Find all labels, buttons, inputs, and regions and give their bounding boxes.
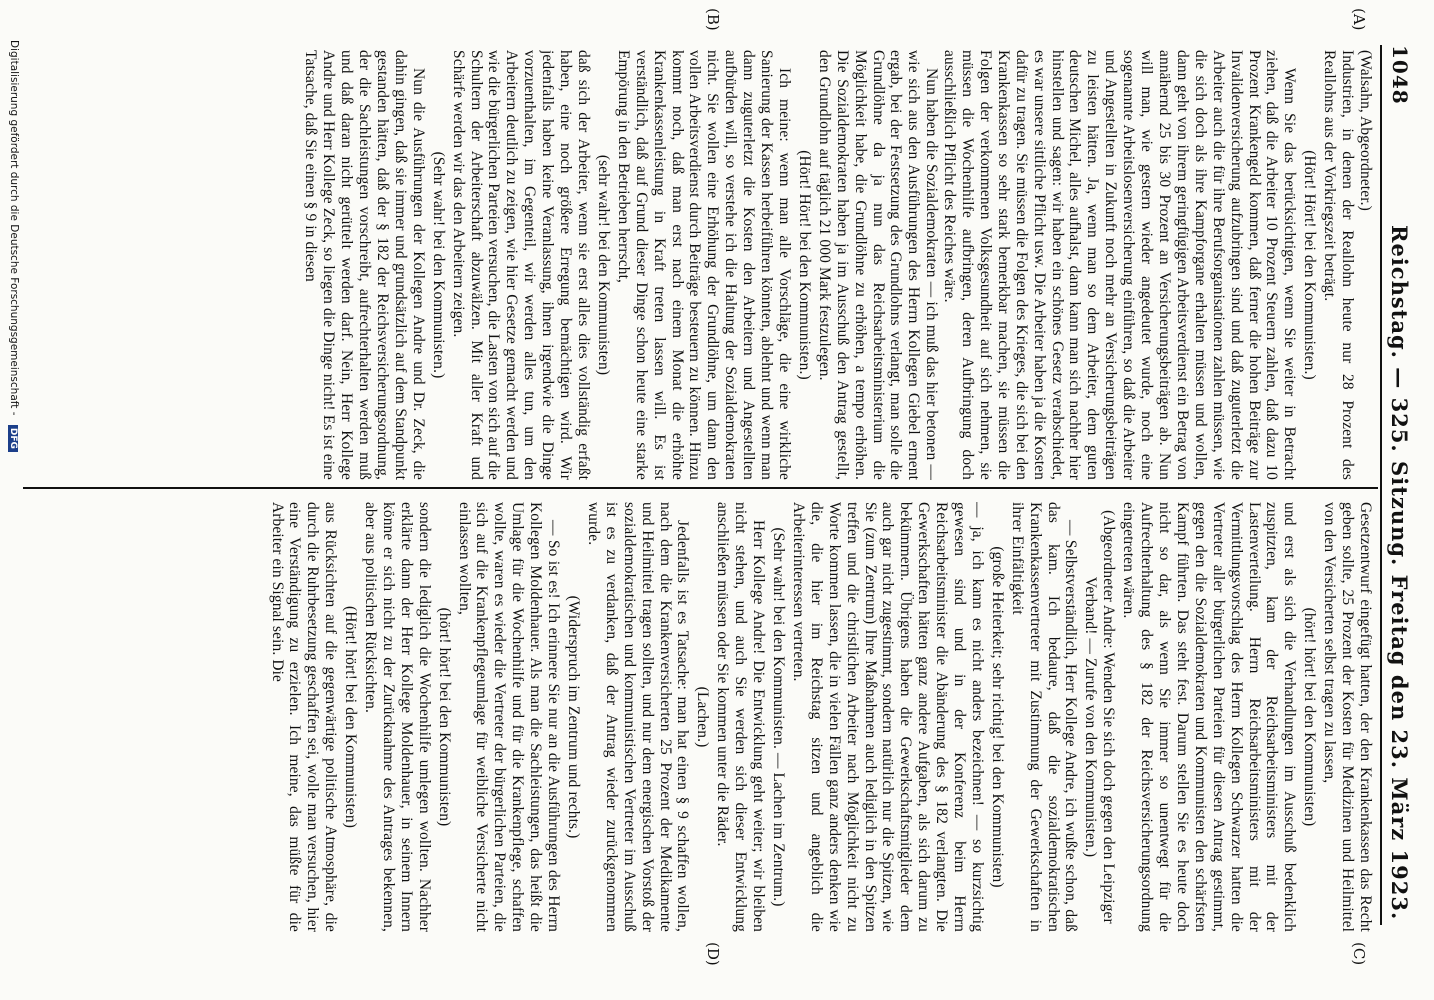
paragraph: und erst als sich die Verhandlungen im Ausschuß bedenklich zuspitzten, kam der Reichsarbeitsministers mit der Lastenverteilung. Herrn Reichsarbeitsministers mit der Vermittlungsvorschlag des Herrn Kollegen Schwarzer hatten die Vertreter aller bürgerlichen Parteien für diesen Antrag gestimmt, gegen den die Sozialdemokraten und Kommunisten den schärfsten Kampf führten. Das steht fest. Darum stellen Sie es heute doch nicht so dar, als wenn Sie immer so unentwegt für die Aufrechterhaltung des § 182 der Reichsversicherungsordnung eingetreten wären. — [1120, 502, 1299, 932]
interjection: (Widerspruch im Zentrum und rechts.) — [565, 595, 583, 839]
margin-letter-b: (B) — [704, 8, 722, 31]
paragraph: — So ist es! Ich erinnere Sie nur an die Ausführungen des Herrn Kollegen Moldenhauer. Als man die Sachleistungen, das heißt die Umlage für die Wochenhilfe und für die Krankenpflege, schaffen wollte, waren es wieder die Vertreter der bürgerlichen Parteien, die sich auf die Krankenpflegeumlage für weibliche Versicherte nicht einlassen wollten, — [455, 502, 563, 932]
margin-letter-c: (C) — [1350, 942, 1368, 966]
paragraph: sondern die lediglich die Wochenhilfe umlegen wollten. Nachher erklärte dann der Herr Kollege Moldenhauer, in seinem Innern könne er sich nicht zu der Zurücknahme des Antrages bekennen, aber aus politischen Rücksichten. — [362, 502, 433, 932]
paragraph: Herr Kollege Andre! Die Entwicklung geht weiter; wir bleiben nicht stehen, und auch Sie werden sich dieser Entwicklung anschließen müssen oder Sie kommen unter die Räder. — [714, 502, 768, 932]
paragraph: daß sich der Arbeiter, wenn sie erst alles dies vollständig erfaßt haben, eine noch größere Erregung bemächtigen wird. Wir jedenfalls haben keine Veranlassung, ihnen irgendwie die Dinge vorzuenthalten, im Gegenteil, wir werden alles tun, um den Arbeitern deutlich zu zeigen, wie hier Gesetze gemacht werden und wie die bürgerlichen Parteien versuchen, die Lasten von sich auf die Schultern der Arbeiterschaft abzuwälzen. Mit aller Kraft und Schärfe werden wir das den Arbeitern zeigen. — [449, 50, 593, 480]
interjection: (Sehr wahr! bei den Kommunisten.) — [429, 151, 447, 379]
left-column — [29, 50, 1374, 480]
column-divider — [23, 487, 1378, 489]
header-rule — [1380, 45, 1382, 925]
speaker-label: (Walsahn, Abgeordneter.) — [1357, 50, 1374, 211]
interjection: (hört! hört! bei den Kommunisten) — [435, 607, 453, 827]
interjection: (Lachen.) — [694, 686, 712, 748]
interjection: (sehr wahr! bei den Kommunisten) — [594, 154, 612, 376]
page-header — [1382, 45, 1422, 945]
paragraph: Ich meine: wenn man alle Vorschläge, die eine wirkliche Sanierung der Kassen herbeiführen könnten, ablehnt und wenn man dann zuguterletzt die Kosten den Arbeitern und Angestellten aufbürden will, so verstehe ich die Haltung der Sozialdemokraten nicht. Sie wollen eine Erhöhung der Grundlöhne, um dann den vollen Arbeitsverdienst durch Beiträge besteuern zu können. Hinzu kommt noch, daß man erst nach einem Monat die erhöhte Krankenkassenleistung in Kraft treten lassen will. Es ist verständlich, daß auf Grund dieser Dinge schon heute eine starke Empörung in den Betrieben herrscht, — [614, 50, 793, 480]
paragraph: Industrien, in denen der Reallohn heute nur 28 Prozent des Reallohns aus der Vorkriegszeit beträgt. — [1321, 50, 1357, 480]
dfg-logo: DFG — [8, 425, 18, 452]
right-column — [29, 502, 1374, 932]
paragraph: aus Rücksichten auf die gegenwärtige politische Atmosphäre, die durch die Ruhrbesetzung geschaffen sei, wolle man versuchen, hier eine Verständigung zu erzielen. Ich meine, das müßte für die Arbeiter ein Signal sein. Die — [268, 502, 340, 932]
interjection: (Abgeordneter Andre: Wenden Sie sich doch gegen den Leipziger Verband! — Zurufe von den Kommunisten.) — [1082, 510, 1118, 924]
interjection: (Sehr wahr! bei den Kommunisten. — Lachen im Zentrum.) — [770, 527, 787, 907]
paragraph: Gesetzentwurf eingefügt hatten, der den Krankenkassen das Recht geben sollte, 25 Prozent der Kosten für Medizinen und Heilmittel von den Versicherten selbst tragen zu lassen, — [1321, 502, 1374, 932]
digitization-credit — [8, 40, 20, 452]
paragraph: Nun die Ausführungen der Kollegen Andre und Dr. Zeck, die dahin gingen, daß sie immer und grundsätzlich auf dem Standpunkt gestanden hätten, daß der § 182 der Reichsversicherungsordnung, der die Sachleistungen vorschreibt, aufrechterhalten werden muß und daß daran nicht gerüttelt werden darf. Nein, Herr Kollege Andre und Herr Kollege Zeck, so liegen die Dinge nicht! Es ist eine Tatsache, daß Sie einen § 9 in diesen — [302, 50, 427, 480]
interjection: (große Heiterkeit; sehr richtig! bei den Kommunisten) — [988, 546, 1006, 888]
paragraph: Nun haben die Sozialdemokraten — ich muß das hier betonen — wie sich aus den Ausführungen des Herrn Kollegen Giebel ernent ergab, bei der Festsetzung des Grundlohns verlangt, man solle die Grundlöhne da ja nun das Reichsarbeitsministerium die Möglichkeit habe, die Grundlöhne zu erhöhen, a tempo erhöhen. Die Sozialdemokraten haben ja im Ausschuß den Antrag gestellt, den Grundlohn auf täglich 21 000 Mark festzulegen. — [815, 50, 941, 480]
paragraph: — Selbstverständlich, Herr Kollege Andre, ich wußte schon, daß das kam. Ich bedaure, daß die sozialdemokratischen Krankenkassenvertreter mit Zustimmung der Gewerkschaften in ihrer Einfältigkeit — [1008, 502, 1080, 932]
interjection: (Hört! Hört! bei den Kommunisten.) — [795, 150, 813, 380]
interjection: (Hört! hört! bei den Kommunisten) — [342, 605, 360, 829]
credit-text: Digitalisierung gefördert durch die Deutsche Forschungsgemeinschaft - — [8, 40, 20, 416]
margin-letter-d: (D) — [704, 942, 722, 966]
paragraph: Wenn Sie das berücksichtigen, wenn Sie weiter in Betracht ziehen, daß die Arbeiter 10 Prozent Steuern zahlen, daß dazu 10 Prozent Krankengeld kommen, daß ferner die hohen Beiträge zur Invalidenversicherung aufzubringen sind und daß zuguterletzt die Arbeiter auch die für ihre Berufsorganisationen zahlen müssen, wie die sich doch als ihre Kampforgane erhalten müssen und wollen, dann geht von ihrem geringfügigen Arbeitsverdienst ein Betrag von annähernd 25 bis 30 Prozent an Versicherungsbeiträgen ab. Nun will man, wie gestern wieder angedeutet wurde, noch eine sogenannte Arbeitslosenversicherung einführen, so daß die Arbeiter und Angestellten in Zukunft noch mehr an Versicherungsbeiträgen zu leisten hätten. Ja, wenn man so dem Arbeiter, dem guten deutschen Michel, alles aufhalst, dann kann man sich nachher hier hinstellen und sagen: wir haben ein schönes Gesetz verabschiedet, es war unsere sittliche Pflicht usw. Die Arbeiter haben ja die Kosten dafür zu tragen. Sie müssen die Folgen des Krieges, die sich bei den Krankenkassen so sehr stark bemerkbar machen, sie müssen die Folgen der verkommenen Volksgesundheit auf sich nehmen, sie müssen die Wochenhilfe aufbringen, deren Aufbringung doch ausschließlich Pflicht des Reiches wäre. — [941, 50, 1299, 480]
header-title: Reichstag. — 325. Sitzung. Freitag den 23. März 1923. — [1387, 225, 1412, 921]
paragraph: — ja, ich kann es nicht anders bezeichnen! — so kurzsichtig gewesen sind und in der Konferenz beim Herrn Reichsarbeitsminister die Abänderung des § 182 verlangten. Die Gewerkschaften hätten ganz andere Aufgaben, als sich darum zu bekümmern. Übrigens haben die Gewerkschaftsmitglieder dem auch gar nicht zugestimmt, sondern natürlich nur die Spitzen, wie Sie (zum Zentrum) Ihre Maßnahmen auch lediglich in den Spitzen treffen und die christlichen Arbeiter nach Möglichkeit nicht zu Worte kommen lassen, die in vielen Fällen ganz anders denken wie die, die hier im Reichstag sitzen und angeblich die Arbeiterinteressen vertreten. — [789, 502, 986, 932]
interjection: (hört! hört! bei den Kommunisten) — [1301, 607, 1319, 827]
margin-letter-a: (A) — [1350, 8, 1368, 31]
paragraph: Jedenfalls ist es Tatsache: man hat einen § 9 schaffen wollen, nach dem die Krankenversicherten 25 Prozent der Medikamente und Heilmittel tragen sollten, und nur dem energischen Vorstoß der sozialdemokratischen und kommunistischen Vertreter im Ausschuß ist es zu verdanken, daß der Antrag wieder zurückgenommen wurde. — [584, 502, 692, 932]
interjection: (Hört! Hört! bei den Kommunisten.) — [1301, 150, 1319, 380]
page-number: 1048 — [1388, 45, 1412, 105]
